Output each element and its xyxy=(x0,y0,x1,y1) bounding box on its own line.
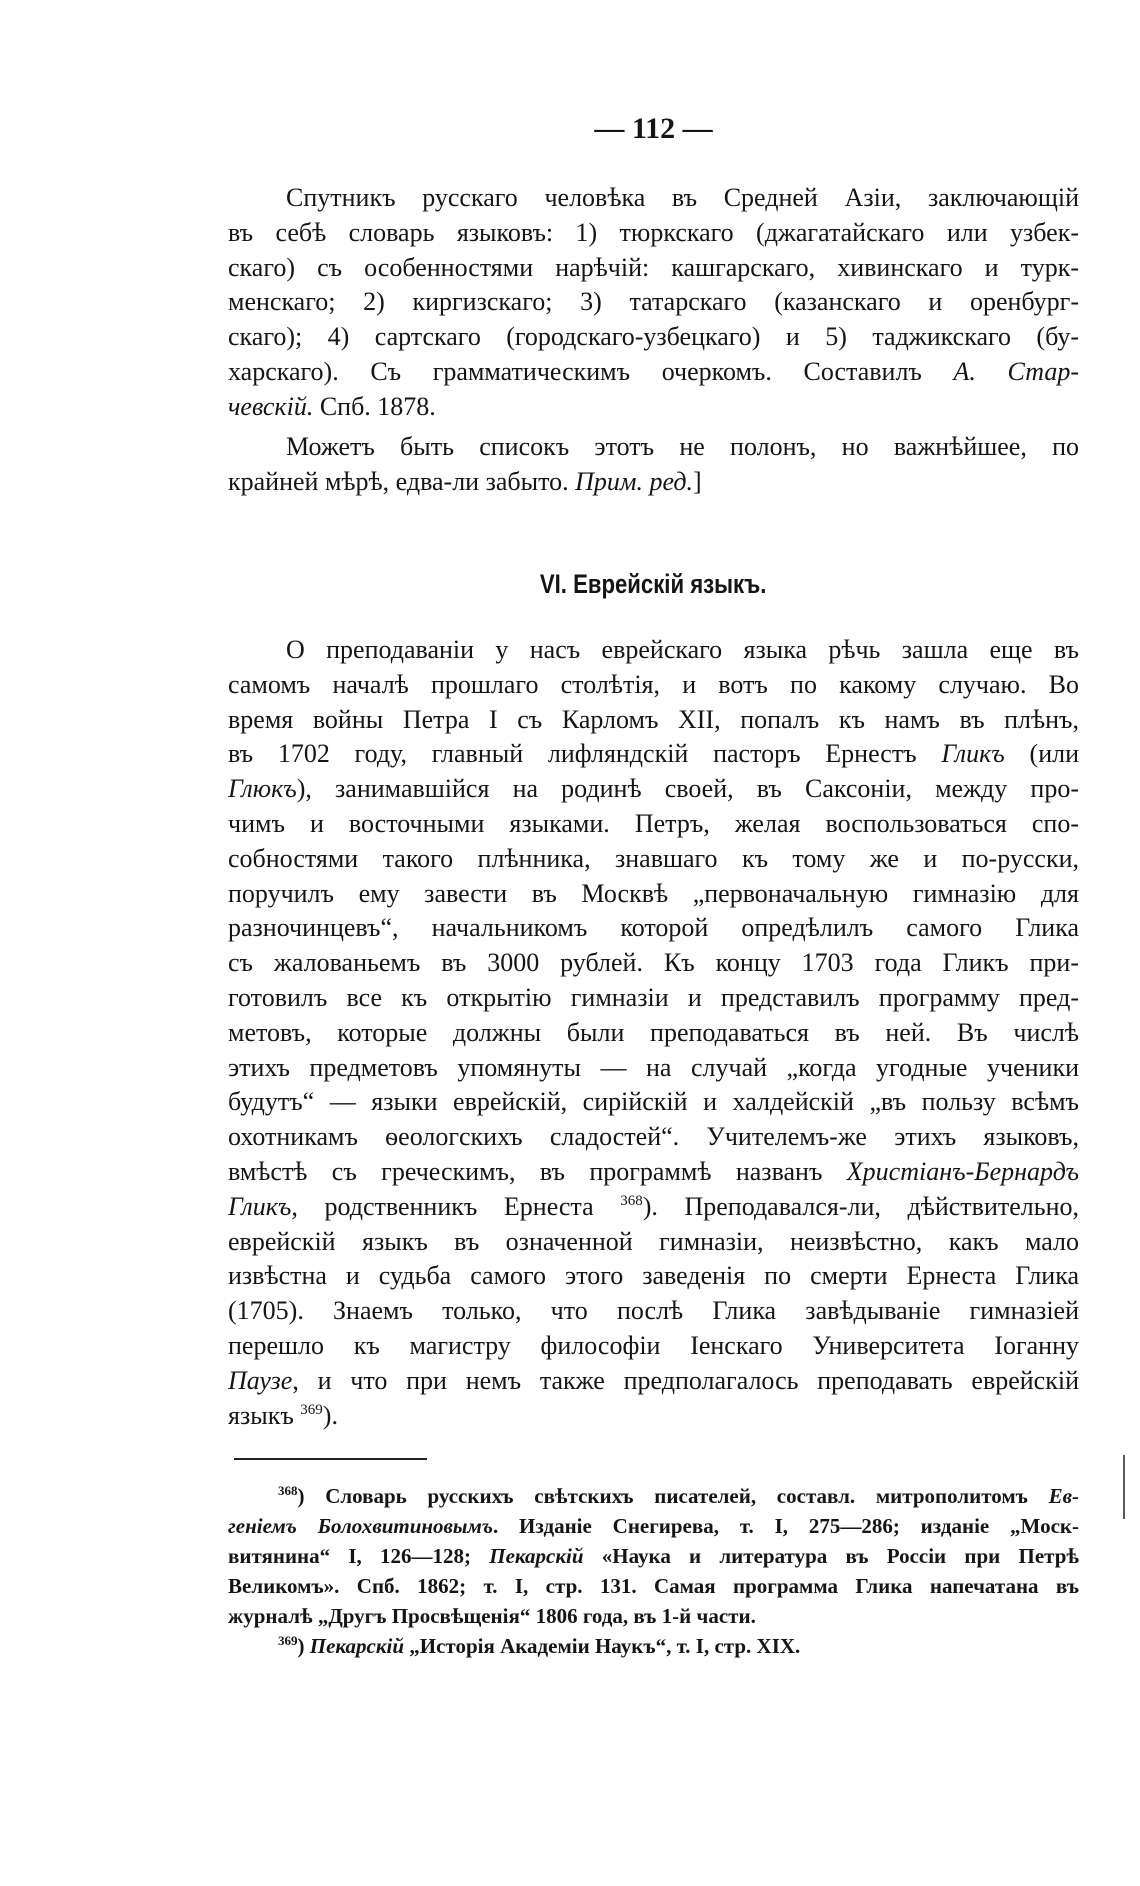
text-line: разночинцевъ“, начальникомъ которой опредѣлилъ самого Глика xyxy=(228,913,1079,943)
line-text: , родственникъ Ернеста xyxy=(291,1191,594,1221)
person-name: Гликъ xyxy=(228,1191,292,1221)
text-line xyxy=(228,772,1079,807)
line-text: ). Преподавался-ли, дѣйствительно, xyxy=(642,1191,1079,1221)
person-name: Глюкъ xyxy=(228,774,297,804)
text-line xyxy=(228,465,1079,500)
text-line: О преподаваніи у насъ еврейскаго языка рѣчь зашла еще въ xyxy=(286,635,1079,664)
text-line: самомъ началѣ прошлаго столѣтія, и вотъ по какому случаю. Во xyxy=(228,669,1079,699)
author-name: чевскій. xyxy=(228,391,314,421)
text-line: чимъ и восточными языками. Петръ, желая воспользоваться спо- xyxy=(228,808,1079,838)
editor-mark: Прим. ред. xyxy=(575,466,694,496)
line-text: „Исторія Академіи Наукъ“, т. I, стр. XIX. xyxy=(409,1634,801,1658)
person-name: Ев- xyxy=(1048,1484,1079,1508)
line-text: ), занимавшійся на родинѣ своей, въ Саксоніи, между про- xyxy=(296,774,1079,804)
text-line: скаго); 4) сартскаго (городскаго-узбецкаго) и 5) таджикскаго (бу- xyxy=(228,322,1079,352)
footnotes xyxy=(228,1481,1079,1661)
line-text: (или xyxy=(1029,739,1079,769)
text-line: Можетъ быть списокъ этотъ не полонъ, но важнѣйшее, по xyxy=(286,432,1079,461)
text-line: этихъ предметовъ упомянуты — на случай „когда угодные ученики xyxy=(228,1052,1079,1082)
text-line xyxy=(228,1364,1079,1399)
text-line xyxy=(228,1155,1079,1190)
line-text: «Наука и литература въ Россіи при Петрѣ xyxy=(601,1544,1079,1568)
text-line: перешло къ магистру философіи Іенскаго Университета Іоганну xyxy=(228,1330,1079,1360)
footnote-line xyxy=(228,1631,1079,1661)
section-heading-text: VI. Еврейскій языкъ. xyxy=(540,569,767,599)
text-line: (1705). Знаемъ только, что послѣ Глика завѣдываніе гимназіей xyxy=(228,1296,1079,1326)
line-text: витянина“ I, 126—128; xyxy=(228,1544,472,1568)
text-line: охотникамъ ѳеологскихъ сладостей“. Учителемъ-же этихъ языковъ, xyxy=(228,1122,1079,1152)
line-text: Спб. 1878. xyxy=(319,391,436,421)
footnote-line xyxy=(228,1511,1079,1541)
person-name: Пекарскій xyxy=(489,1544,584,1568)
footnote-number: 368 xyxy=(278,1483,298,1498)
line-text: , и что при немъ также предполагалось преподавать еврейскій xyxy=(292,1365,1079,1395)
text-line xyxy=(228,1190,1079,1225)
line-text: вмѣстѣ съ греческимъ, въ программѣ названъ xyxy=(228,1156,823,1186)
footnote-reference: 368 xyxy=(620,1192,643,1209)
line-text: ) xyxy=(297,1634,305,1658)
text-line: съ жалованьемъ въ 3000 рублей. Къ концу 1703 года Гликъ при- xyxy=(228,948,1079,978)
footnote-line xyxy=(228,1541,1079,1571)
footnote-line xyxy=(228,1481,1079,1511)
person-name: Гликъ xyxy=(941,739,1005,769)
person-name: Паузе xyxy=(228,1365,293,1395)
text-line: поручилъ ему завести въ Москвѣ „первоначальную гимназію для xyxy=(228,878,1079,908)
person-name: Пекарскій xyxy=(309,1634,405,1658)
text-line: время войны Петра I съ Карломъ XII, попалъ къ намъ въ плѣнъ, xyxy=(228,704,1079,734)
text-line xyxy=(228,737,1079,772)
text-line: Спутникъ русскаго человѣка въ Средней Азіи, заключающій xyxy=(286,183,1079,212)
text-line: менскаго; 2) киргизскаго; 3) татарскаго (казанскаго и оренбург- xyxy=(228,287,1079,317)
text-line: извѣстна и судьба самого этого заведенія по смерти Ернеста Глика xyxy=(228,1261,1079,1291)
text-line: собностями такого плѣнника, знавшаго къ тому же и по-русски, xyxy=(228,843,1079,873)
line-text: языкъ xyxy=(228,1400,294,1430)
line-text: ). xyxy=(322,1400,338,1430)
text-line: будутъ“ — языки еврейскій, сирійскій и халдейскій „въ пользу всѣмъ xyxy=(228,1087,1079,1117)
line-text: крайней мѣрѣ, едва-ли забыто. xyxy=(228,466,569,496)
person-name: геніемъ Болохвитиновымъ xyxy=(228,1514,493,1538)
footnote-reference: 369 xyxy=(300,1401,323,1418)
text-line: скаго) съ особенностями нарѣчій: кашгарскаго, хивинскаго и турк- xyxy=(228,252,1079,282)
person-name: Христіанъ-Бернардъ xyxy=(846,1156,1079,1186)
text-line: готовилъ все къ открытію гимназіи и представилъ программу пред- xyxy=(228,982,1079,1012)
line-text: харскаго). Съ грамматическимъ очеркомъ. Составилъ xyxy=(228,356,922,386)
page-number: — 112 — xyxy=(594,112,713,145)
text-line xyxy=(228,1399,1079,1434)
author-name: А. Стар- xyxy=(953,356,1079,386)
line-text: въ 1702 году, главный лифляндскій пасторъ Ернестъ xyxy=(228,739,917,769)
line-text: . Изданіе Снегирева, т. I, 275—286; изданіе „Моск- xyxy=(492,1514,1079,1538)
text-line xyxy=(228,390,1079,425)
section-body xyxy=(228,633,1079,1433)
bibliography-continuation xyxy=(228,181,1079,425)
text-line: въ себѣ словарь языковъ: 1) тюркскаго (джагатайскаго или узбек- xyxy=(228,217,1079,247)
text-line: еврейскій языкъ въ означенной гимназіи, неизвѣстно, какъ мало xyxy=(228,1226,1079,1256)
section-heading xyxy=(228,566,1079,603)
footnote-number: 369 xyxy=(278,1633,298,1648)
footnote-line: Великомъ». Спб. 1862; т. I, стр. 131. Самая программа Глика напечатана въ xyxy=(228,1574,1079,1598)
closing-bracket: ] xyxy=(693,466,702,496)
text-line: метовъ, которые должны были преподаваться въ ней. Въ числѣ xyxy=(228,1017,1079,1047)
text-line xyxy=(228,355,1079,390)
footnote-separator xyxy=(234,1458,427,1460)
footnote-line: журналѣ „Другъ Просвѣщенія“ 1806 года, въ 1-й части. xyxy=(228,1604,756,1628)
line-text: ) Словарь русскихъ свѣтскихъ писателей, составл. митрополитомъ xyxy=(297,1484,1028,1508)
scan-edge-mark xyxy=(1123,1455,1125,1519)
editor-note xyxy=(228,430,1079,500)
